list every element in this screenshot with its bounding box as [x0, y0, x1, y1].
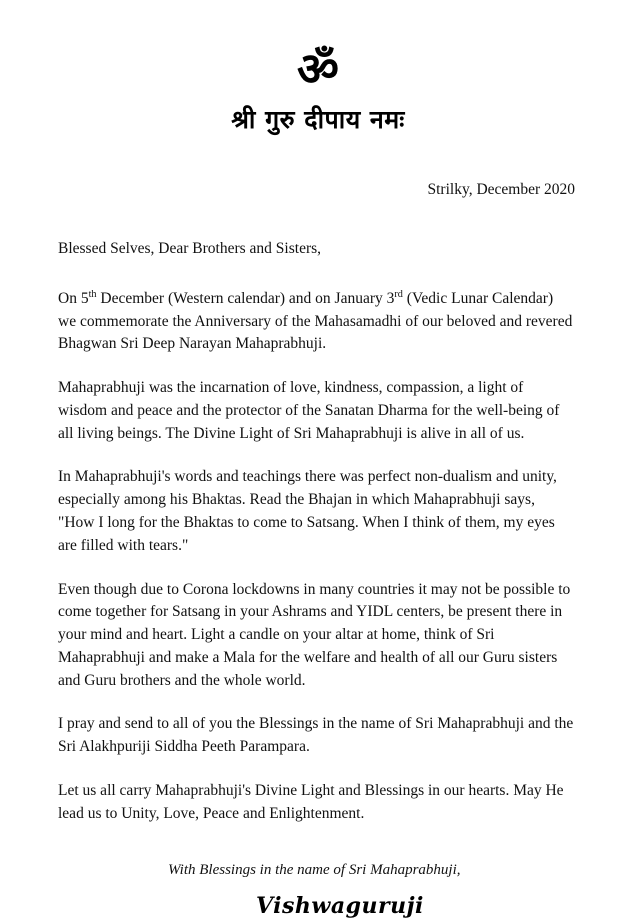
mantra-heading: श्री गुरु दीपाय नमः	[231, 105, 405, 134]
ordinal-suffix: th	[88, 288, 97, 300]
om-symbol-icon: ॐ	[297, 42, 339, 96]
paragraph-bhajan: In Mahaprabhuji's words and teachings there was perfect non-dualism and unity, especially among his Bhaktas. Read the Bhajan in which Mahaprabhuji says, "How I long for the Bhaktas to come to Satsang. When I think of them, my eyes are filled with tears."	[58, 468, 557, 554]
salutation: Blessed Selves, Dear Brothers and Sisters,	[58, 239, 322, 257]
paragraph-blessings: I pray and send to all of you the Blessings in the name of Sri Mahaprabhuji and the Sri Alakhpuriji Siddha Peeth Parampara.	[58, 715, 574, 756]
paragraph-anniversary: On 5th December (Western calendar) and on January 3rd (Vedic Lunar Calendar) we commemorate the Anniversary of the Mahasamadhi of our beloved and revered Bhagwan Sri Deep Narayan Mahaprabhuji.	[58, 288, 573, 353]
dateline: Strilky, December 2020	[427, 180, 575, 198]
letterhead	[0, 0, 636, 135]
paragraph-divine-light: Let us all carry Mahaprabhuji's Divine Light and Blessings in our hearts. May He lead us to Unity, Love, Peace and Enlightenment.	[58, 782, 564, 822]
letter-body	[0, 181, 636, 919]
ordinal-suffix: rd	[394, 288, 403, 300]
closing-line: With Blessings in the name of Sri Mahaprabhuji,	[168, 861, 461, 878]
signature: Vishwaguruji	[256, 892, 424, 919]
paragraph-corona: Even though due to Corona lockdowns in many countries it may not be possible to come together for Satsang in your Ashrams and YIDL centers, be present there in your mind and heart. Light a candle on your altar at home, think of Sri Mahaprabhuji and make a Mala for the welfare and health of all our Guru sisters and Guru brothers and the whole world.	[58, 580, 571, 689]
paragraph-incarnation: Mahaprabhuji was the incarnation of love, kindness, compassion, a light of wisdom and peace and the protector of the Sanatan Dharma for the well-being of all living beings. The Divine Light of Sri Mahaprabhuji is alive in all of us.	[58, 379, 560, 442]
